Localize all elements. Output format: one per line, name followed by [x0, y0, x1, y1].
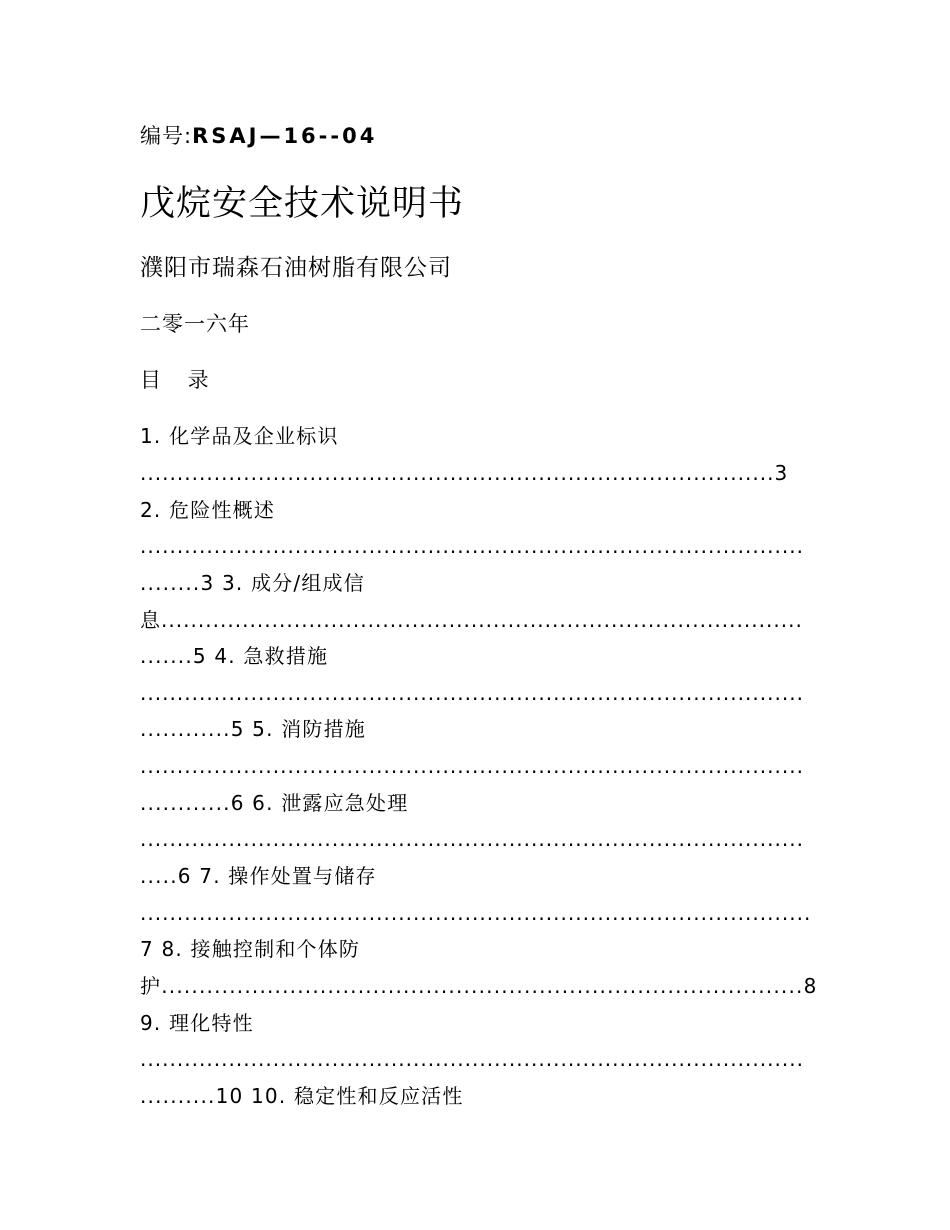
- toc-line: ..........................................................................................: [140, 1047, 804, 1071]
- document-title: 戊烷安全技术说明书: [140, 184, 465, 224]
- toc-line: ..........................................................................................: [140, 827, 804, 851]
- toc-line: ......................................................................................3: [140, 461, 789, 485]
- document-year: 二零一六年: [140, 312, 250, 336]
- toc-line: .......5 4. 急救措施: [140, 644, 329, 668]
- toc-line: ............6 6. 泄露应急处理: [140, 791, 409, 815]
- toc-line: .....6 7. 操作处置与储存: [140, 864, 377, 888]
- toc-line: 1. 化学品及企业标识: [140, 424, 339, 448]
- toc-line: ........3 3. 成分/组成信: [140, 571, 365, 595]
- document-number-label: 编号:: [140, 124, 193, 148]
- document-number-value: RSAJ—16--04: [192, 124, 378, 148]
- toc-line: 2. 危险性概述: [140, 498, 276, 522]
- toc-line: ..........................................................................................: [140, 754, 804, 778]
- toc-line: 护.....................................................................................8: [140, 974, 818, 998]
- toc-line: ..........10 10. 稳定性和反应活性: [140, 1084, 464, 1108]
- toc-line: 7 8. 接触控制和个体防: [140, 937, 361, 961]
- toc-line: 9. 理化特性: [140, 1011, 254, 1035]
- toc-line: ..........................................................................................: [140, 681, 804, 705]
- toc-line: 息.......................................................................................: [140, 608, 803, 632]
- toc-line: ..........................................................................................: [140, 534, 804, 558]
- company-name: 濮阳市瑞森石油树脂有限公司: [140, 255, 452, 281]
- toc-line: ...........................................................................................: [140, 901, 812, 925]
- toc-line: ............5 5. 消防措施: [140, 717, 367, 741]
- toc-heading: 目 录: [140, 368, 219, 392]
- document-number: [140, 122, 377, 150]
